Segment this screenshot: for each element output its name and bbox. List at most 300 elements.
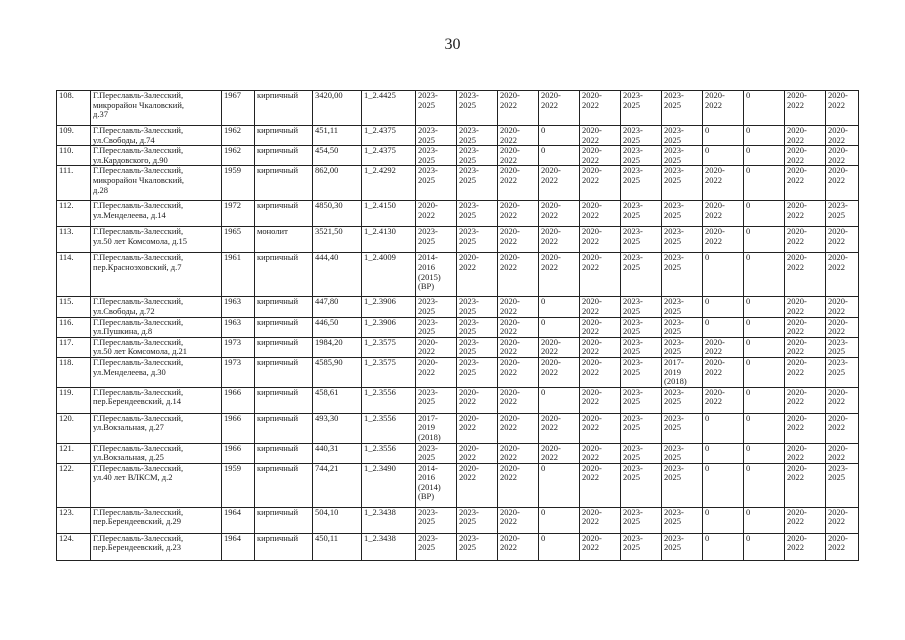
address-cell: Г.Переславль-Залесский, ул.Менделеева, д.14	[91, 201, 222, 227]
row-number: 113.	[57, 227, 91, 253]
address-cell: Г.Переславль-Залесский, микрорайон Чкаловский, д.37	[91, 91, 222, 126]
area-cell: 444,40	[313, 253, 362, 297]
period-cell: 2020- 2022	[826, 253, 859, 297]
period-cell: 2020- 2022	[826, 227, 859, 253]
address-cell: Г.Переславль-Залесский, пер.Берендеевский, д.14	[91, 387, 222, 413]
address-cell: Г.Переславль-Залесский, ул.Свободы, д.74	[91, 126, 222, 146]
period-cell: 2023- 2025	[662, 253, 703, 297]
area-cell: 4585,90	[313, 357, 362, 387]
row-number: 123.	[57, 507, 91, 533]
period-cell: 2020- 2022	[498, 146, 539, 166]
row-number: 110.	[57, 146, 91, 166]
area-cell: 1984,20	[313, 337, 362, 357]
index-cell: 1_2.3438	[362, 507, 416, 533]
address-cell: Г.Переславль-Залесский, ул.Вокзальная, д.27	[91, 413, 222, 443]
period-cell: 2014- 2016 (2015) (ВР)	[416, 253, 457, 297]
index-cell: 1_2.3438	[362, 533, 416, 560]
table-row	[57, 146, 859, 166]
period-cell: 2020- 2022	[785, 297, 826, 317]
period-cell: 2020- 2022	[826, 413, 859, 443]
area-cell: 450,11	[313, 533, 362, 560]
period-cell: 2020- 2022	[498, 297, 539, 317]
period-cell: 2023- 2025	[416, 297, 457, 317]
period-cell: 2020- 2022	[826, 297, 859, 317]
period-cell: 2020- 2022	[785, 91, 826, 126]
area-cell: 744,21	[313, 463, 362, 507]
period-cell: 2020- 2022	[785, 357, 826, 387]
period-cell: 2020- 2022	[826, 387, 859, 413]
period-cell: 2023- 2025	[457, 337, 498, 357]
material-cell: монолит	[255, 227, 313, 253]
table-row	[57, 253, 859, 297]
period-cell: 0	[539, 126, 580, 146]
period-cell: 2020- 2022	[539, 413, 580, 443]
period-cell: 0	[703, 253, 744, 297]
index-cell: 1_2.3556	[362, 387, 416, 413]
period-cell: 2023- 2025	[621, 507, 662, 533]
period-cell: 0	[703, 126, 744, 146]
period-cell: 2020- 2022	[498, 533, 539, 560]
row-number: 114.	[57, 253, 91, 297]
period-cell: 2020- 2022	[785, 413, 826, 443]
period-cell: 2023- 2025	[416, 91, 457, 126]
address-cell: Г.Переславль-Залесский, пер.Берендеевский, д.29	[91, 507, 222, 533]
period-cell: 2023- 2025	[457, 357, 498, 387]
period-cell: 2023- 2025	[621, 146, 662, 166]
period-cell: 2023- 2025	[826, 463, 859, 507]
period-cell: 2020- 2022	[539, 357, 580, 387]
period-cell: 2020- 2022	[498, 357, 539, 387]
address-cell: Г.Переславль-Залесский, микрорайон Чкаловский, д.28	[91, 166, 222, 201]
period-cell: 0	[744, 413, 785, 443]
area-cell: 504,10	[313, 507, 362, 533]
period-cell: 2023- 2025	[662, 317, 703, 337]
period-cell: 0	[744, 91, 785, 126]
period-cell: 2023- 2025	[621, 337, 662, 357]
period-cell: 0	[744, 297, 785, 317]
row-number: 112.	[57, 201, 91, 227]
period-cell: 2023- 2025	[457, 317, 498, 337]
period-cell: 2023- 2025	[416, 533, 457, 560]
housing-repair-table	[56, 90, 859, 561]
period-cell: 2023- 2025	[662, 507, 703, 533]
index-cell: 1_2.4375	[362, 146, 416, 166]
period-cell: 2020- 2022	[785, 146, 826, 166]
table-row	[57, 91, 859, 126]
period-cell: 2020- 2022	[785, 463, 826, 507]
period-cell: 2023- 2025	[621, 126, 662, 146]
index-cell: 1_2.3906	[362, 297, 416, 317]
index-cell: 1_2.3575	[362, 337, 416, 357]
period-cell: 0	[539, 463, 580, 507]
area-cell: 454,50	[313, 146, 362, 166]
period-cell: 2020- 2022	[580, 146, 621, 166]
period-cell: 2020- 2022	[785, 337, 826, 357]
period-cell: 2020- 2022	[498, 227, 539, 253]
period-cell: 0	[744, 126, 785, 146]
period-cell: 2020- 2022	[580, 387, 621, 413]
index-cell: 1_2.4009	[362, 253, 416, 297]
year-cell: 1973	[222, 337, 255, 357]
period-cell: 2020- 2022	[539, 443, 580, 463]
period-cell: 2020- 2022	[785, 443, 826, 463]
period-cell: 2023- 2025	[416, 166, 457, 201]
table-row	[57, 166, 859, 201]
material-cell: кирпичный	[255, 146, 313, 166]
table-row	[57, 507, 859, 533]
index-cell: 1_2.4292	[362, 166, 416, 201]
period-cell: 2023- 2025	[416, 317, 457, 337]
material-cell: кирпичный	[255, 337, 313, 357]
period-cell: 0	[703, 317, 744, 337]
address-cell: Г.Переславль-Залесский, ул.Кардовского, д.90	[91, 146, 222, 166]
index-cell: 1_2.3490	[362, 463, 416, 507]
period-cell: 2020- 2022	[826, 166, 859, 201]
period-cell: 2023- 2025	[457, 201, 498, 227]
period-cell: 2020- 2022	[703, 91, 744, 126]
period-cell: 2020- 2022	[580, 413, 621, 443]
page-number: 30	[444, 36, 461, 53]
period-cell: 2023- 2025	[416, 146, 457, 166]
period-cell: 2020- 2022	[826, 146, 859, 166]
period-cell: 2020- 2022	[539, 253, 580, 297]
area-cell: 451,11	[313, 126, 362, 146]
period-cell: 2020- 2022	[703, 227, 744, 253]
period-cell: 2020- 2022	[580, 463, 621, 507]
index-cell: 1_2.4425	[362, 91, 416, 126]
period-cell: 0	[744, 227, 785, 253]
period-cell: 0	[744, 253, 785, 297]
area-cell: 3420,00	[313, 91, 362, 126]
period-cell: 2023- 2025	[621, 463, 662, 507]
period-cell: 2017- 2019 (2018)	[662, 357, 703, 387]
period-cell: 2023- 2025	[416, 126, 457, 146]
row-number: 116.	[57, 317, 91, 337]
period-cell: 2020- 2022	[785, 253, 826, 297]
period-cell: 2020- 2022	[416, 357, 457, 387]
period-cell: 0	[703, 443, 744, 463]
table-row	[57, 443, 859, 463]
period-cell: 2020- 2022	[457, 463, 498, 507]
period-cell: 2020- 2022	[498, 253, 539, 297]
row-number: 117.	[57, 337, 91, 357]
year-cell: 1966	[222, 413, 255, 443]
period-cell: 2020- 2022	[498, 387, 539, 413]
period-cell: 0	[539, 387, 580, 413]
year-cell: 1966	[222, 443, 255, 463]
period-cell: 2020- 2022	[416, 337, 457, 357]
period-cell: 2020- 2022	[703, 357, 744, 387]
table-row	[57, 337, 859, 357]
row-number: 124.	[57, 533, 91, 560]
period-cell: 2023- 2025	[457, 227, 498, 253]
address-cell: Г.Переславль-Залесский, пер.Красноэховский, д.7	[91, 253, 222, 297]
period-cell: 2020- 2022	[785, 387, 826, 413]
address-cell: Г.Переславль-Залесский, ул.50 лет Комсомола, д.21	[91, 337, 222, 357]
area-cell: 458,61	[313, 387, 362, 413]
period-cell: 2017- 2019 (2018)	[416, 413, 457, 443]
area-cell: 440,31	[313, 443, 362, 463]
year-cell: 1963	[222, 297, 255, 317]
table-row	[57, 126, 859, 146]
period-cell: 2020- 2022	[580, 91, 621, 126]
period-cell: 2020- 2022	[580, 337, 621, 357]
period-cell: 2020- 2022	[457, 413, 498, 443]
period-cell: 2023- 2025	[416, 507, 457, 533]
year-cell: 1967	[222, 91, 255, 126]
area-cell: 4850,30	[313, 201, 362, 227]
period-cell: 2023- 2025	[662, 337, 703, 357]
period-cell: 2020- 2022	[826, 443, 859, 463]
index-cell: 1_2.3556	[362, 443, 416, 463]
period-cell: 0	[539, 146, 580, 166]
period-cell: 2020- 2022	[826, 91, 859, 126]
period-cell: 2020- 2022	[703, 166, 744, 201]
period-cell: 2020- 2022	[580, 507, 621, 533]
period-cell: 2020- 2022	[703, 337, 744, 357]
material-cell: кирпичный	[255, 253, 313, 297]
period-cell: 2023- 2025	[457, 533, 498, 560]
year-cell: 1959	[222, 463, 255, 507]
period-cell: 0	[703, 146, 744, 166]
period-cell: 2020- 2022	[539, 91, 580, 126]
period-cell: 2020- 2022	[703, 201, 744, 227]
material-cell: кирпичный	[255, 387, 313, 413]
period-cell: 2020- 2022	[498, 317, 539, 337]
period-cell: 2014- 2016 (2014) (ВР)	[416, 463, 457, 507]
index-cell: 1_2.4130	[362, 227, 416, 253]
period-cell: 2023- 2025	[457, 91, 498, 126]
table-row	[57, 357, 859, 387]
row-number: 111.	[57, 166, 91, 201]
row-number: 121.	[57, 443, 91, 463]
period-cell: 2020- 2022	[416, 201, 457, 227]
period-cell: 2020- 2022	[498, 201, 539, 227]
period-cell: 2023- 2025	[416, 387, 457, 413]
period-cell: 2020- 2022	[580, 227, 621, 253]
year-cell: 1962	[222, 126, 255, 146]
period-cell: 2020- 2022	[580, 443, 621, 463]
period-cell: 0	[744, 443, 785, 463]
period-cell: 2023- 2025	[621, 533, 662, 560]
period-cell: 2020- 2022	[826, 533, 859, 560]
period-cell: 2020- 2022	[539, 227, 580, 253]
period-cell: 2020- 2022	[457, 443, 498, 463]
period-cell: 2020- 2022	[498, 443, 539, 463]
period-cell: 0	[744, 317, 785, 337]
period-cell: 2020- 2022	[498, 337, 539, 357]
period-cell: 2023- 2025	[826, 337, 859, 357]
period-cell: 2023- 2025	[662, 387, 703, 413]
year-cell: 1972	[222, 201, 255, 227]
period-cell: 2023- 2025	[621, 297, 662, 317]
period-cell: 0	[744, 166, 785, 201]
address-cell: Г.Переславль-Залесский, ул.Менделеева, д.30	[91, 357, 222, 387]
period-cell: 2020- 2022	[785, 507, 826, 533]
material-cell: кирпичный	[255, 443, 313, 463]
area-cell: 493,30	[313, 413, 362, 443]
table-row	[57, 463, 859, 507]
period-cell: 0	[744, 357, 785, 387]
period-cell: 2023- 2025	[662, 533, 703, 560]
material-cell: кирпичный	[255, 166, 313, 201]
table-row	[57, 533, 859, 560]
material-cell: кирпичный	[255, 126, 313, 146]
address-cell: Г.Переславль-Залесский, ул.40 лет ВЛКСМ, д.2	[91, 463, 222, 507]
table-row	[57, 317, 859, 337]
material-cell: кирпичный	[255, 533, 313, 560]
period-cell: 2023- 2025	[662, 227, 703, 253]
material-cell: кирпичный	[255, 201, 313, 227]
period-cell: 0	[744, 533, 785, 560]
period-cell: 2020- 2022	[580, 166, 621, 201]
period-cell: 0	[744, 146, 785, 166]
period-cell: 2020- 2022	[498, 413, 539, 443]
period-cell: 2020- 2022	[785, 533, 826, 560]
table-row	[57, 413, 859, 443]
table-row	[57, 201, 859, 227]
row-number: 109.	[57, 126, 91, 146]
period-cell: 2020- 2022	[580, 357, 621, 387]
period-cell: 0	[703, 533, 744, 560]
period-cell: 2020- 2022	[498, 507, 539, 533]
index-cell: 1_2.3556	[362, 413, 416, 443]
area-cell: 446,50	[313, 317, 362, 337]
period-cell: 2020- 2022	[826, 507, 859, 533]
period-cell: 2020- 2022	[826, 126, 859, 146]
period-cell: 2023- 2025	[662, 201, 703, 227]
period-cell: 2020- 2022	[785, 166, 826, 201]
address-cell: Г.Переславль-Залесский, ул.Пушкина, д.8	[91, 317, 222, 337]
address-cell: Г.Переславль-Залесский, пер.Берендеевский, д.23	[91, 533, 222, 560]
period-cell: 2023- 2025	[621, 201, 662, 227]
period-cell: 2023- 2025	[662, 413, 703, 443]
address-cell: Г.Переславль-Залесский, ул.50 лет Комсомола, д.15	[91, 227, 222, 253]
year-cell: 1963	[222, 317, 255, 337]
period-cell: 2020- 2022	[539, 201, 580, 227]
period-cell: 2023- 2025	[621, 413, 662, 443]
period-cell: 2023- 2025	[662, 166, 703, 201]
period-cell: 2023- 2025	[826, 201, 859, 227]
area-cell: 447,80	[313, 297, 362, 317]
period-cell: 0	[744, 463, 785, 507]
index-cell: 1_2.3906	[362, 317, 416, 337]
period-cell: 2023- 2025	[416, 227, 457, 253]
material-cell: кирпичный	[255, 357, 313, 387]
material-cell: кирпичный	[255, 463, 313, 507]
year-cell: 1961	[222, 253, 255, 297]
period-cell: 0	[744, 507, 785, 533]
period-cell: 2023- 2025	[457, 126, 498, 146]
material-cell: кирпичный	[255, 413, 313, 443]
period-cell: 2023- 2025	[621, 227, 662, 253]
period-cell: 2023- 2025	[457, 507, 498, 533]
year-cell: 1959	[222, 166, 255, 201]
period-cell: 2023- 2025	[621, 357, 662, 387]
period-cell: 0	[744, 201, 785, 227]
period-cell: 0	[744, 337, 785, 357]
period-cell: 0	[539, 507, 580, 533]
period-cell: 2023- 2025	[457, 146, 498, 166]
row-number: 122.	[57, 463, 91, 507]
row-number: 108.	[57, 91, 91, 126]
period-cell: 2020- 2022	[785, 317, 826, 337]
period-cell: 2023- 2025	[457, 297, 498, 317]
period-cell: 0	[703, 413, 744, 443]
area-cell: 862,00	[313, 166, 362, 201]
period-cell: 2020- 2022	[580, 533, 621, 560]
period-cell: 2020- 2022	[580, 126, 621, 146]
period-cell: 2023- 2025	[662, 297, 703, 317]
row-number: 118.	[57, 357, 91, 387]
table-row	[57, 227, 859, 253]
period-cell: 2023- 2025	[621, 317, 662, 337]
period-cell: 2023- 2025	[621, 253, 662, 297]
address-cell: Г.Переславль-Залесский, ул.Вокзальная, д.25	[91, 443, 222, 463]
period-cell: 2020- 2022	[498, 166, 539, 201]
period-cell: 2023- 2025	[662, 463, 703, 507]
period-cell: 2020- 2022	[539, 337, 580, 357]
index-cell: 1_2.3575	[362, 357, 416, 387]
period-cell: 2020- 2022	[703, 387, 744, 413]
period-cell: 0	[539, 317, 580, 337]
period-cell: 0	[744, 387, 785, 413]
period-cell: 2020- 2022	[580, 297, 621, 317]
period-cell: 2020- 2022	[785, 126, 826, 146]
period-cell: 2023- 2025	[621, 166, 662, 201]
period-cell: 2023- 2025	[662, 443, 703, 463]
period-cell: 0	[703, 297, 744, 317]
period-cell: 2020- 2022	[498, 126, 539, 146]
table-row	[57, 387, 859, 413]
material-cell: кирпичный	[255, 317, 313, 337]
period-cell: 2023- 2025	[621, 91, 662, 126]
index-cell: 1_2.4375	[362, 126, 416, 146]
period-cell: 2023- 2025	[662, 146, 703, 166]
period-cell: 2023- 2025	[621, 443, 662, 463]
period-cell: 0	[703, 463, 744, 507]
year-cell: 1964	[222, 507, 255, 533]
period-cell: 2020- 2022	[457, 253, 498, 297]
period-cell: 0	[703, 507, 744, 533]
address-cell: Г.Переславль-Залесский, ул.Свободы, д.72	[91, 297, 222, 317]
period-cell: 2023- 2025	[662, 126, 703, 146]
period-cell: 2020- 2022	[498, 91, 539, 126]
period-cell: 2020- 2022	[580, 253, 621, 297]
row-number: 120.	[57, 413, 91, 443]
material-cell: кирпичный	[255, 91, 313, 126]
period-cell: 2020- 2022	[580, 317, 621, 337]
period-cell: 2023- 2025	[662, 91, 703, 126]
period-cell: 2023- 2025	[621, 387, 662, 413]
table-row	[57, 297, 859, 317]
period-cell: 0	[539, 297, 580, 317]
year-cell: 1962	[222, 146, 255, 166]
period-cell: 2023- 2025	[457, 166, 498, 201]
period-cell: 2020- 2022	[580, 201, 621, 227]
period-cell: 0	[539, 533, 580, 560]
area-cell: 3521,50	[313, 227, 362, 253]
year-cell: 1964	[222, 533, 255, 560]
period-cell: 2020- 2022	[539, 166, 580, 201]
period-cell: 2020- 2022	[785, 201, 826, 227]
material-cell: кирпичный	[255, 507, 313, 533]
index-cell: 1_2.4150	[362, 201, 416, 227]
period-cell: 2020- 2022	[785, 227, 826, 253]
period-cell: 2020- 2022	[498, 463, 539, 507]
period-cell: 2023- 2025	[416, 443, 457, 463]
year-cell: 1965	[222, 227, 255, 253]
